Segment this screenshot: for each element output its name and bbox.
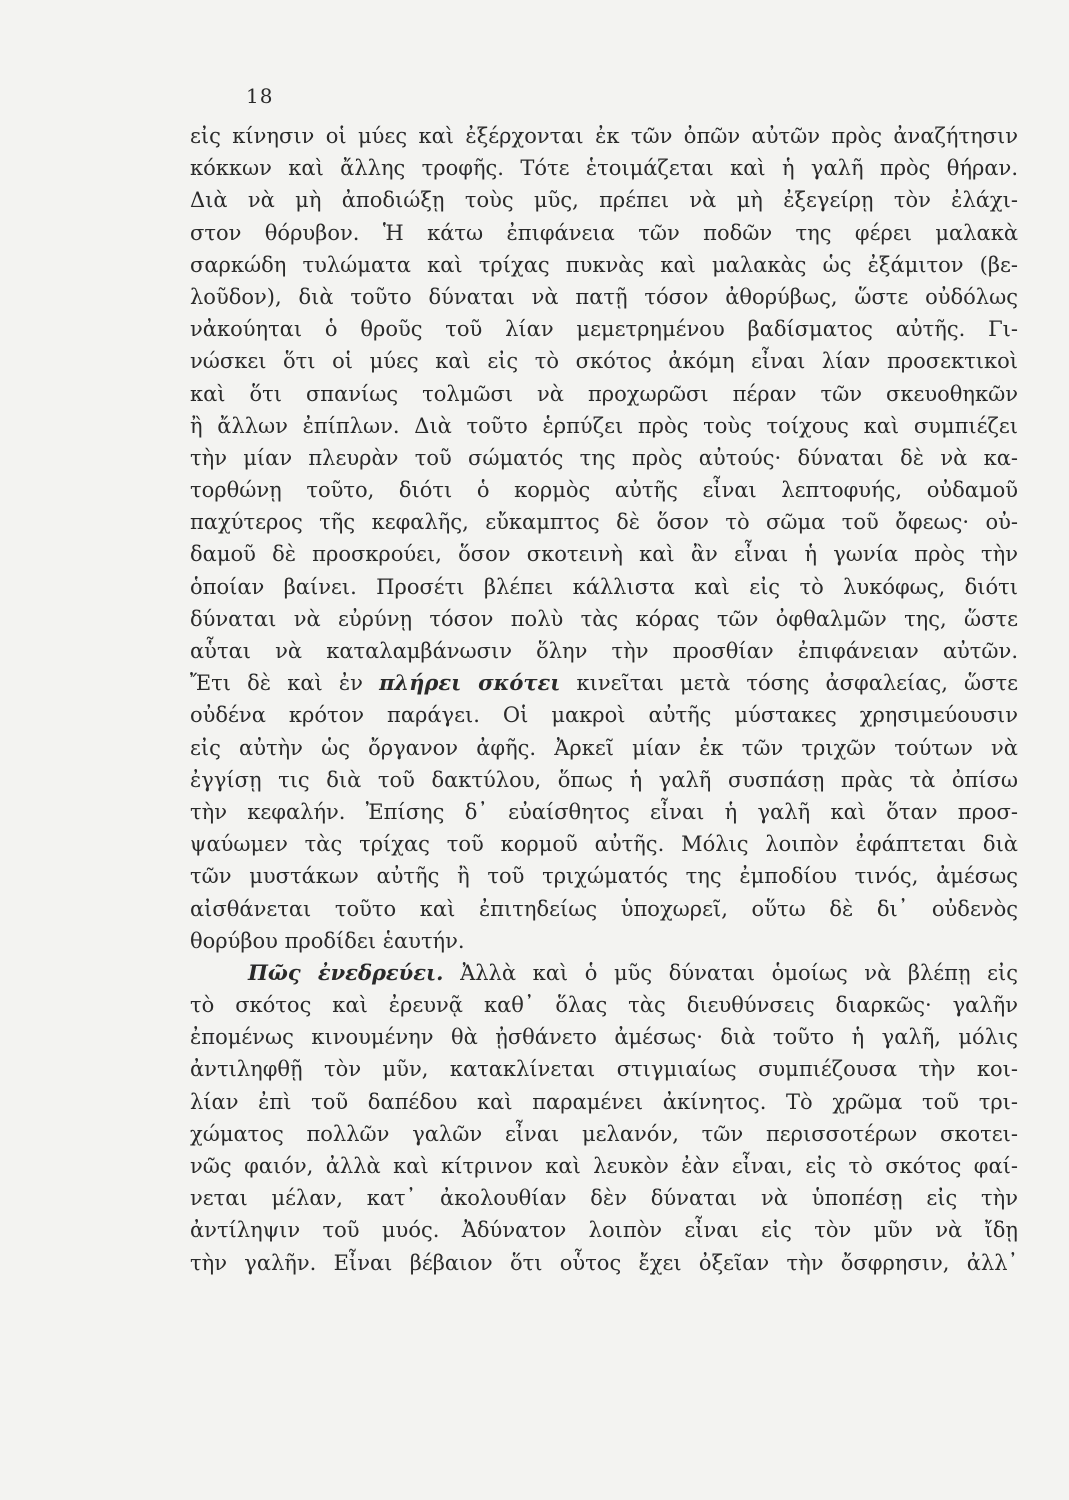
text-line: τὴν γαλῆν. Εἶναι βέβαιον ὅτι οὗτος ἔχει ὀξεῖαν τὴν ὄσφρησιν, ἀλλ᾿ [190,1250,1018,1275]
text-line: εἰς κίνησιν οἱ μύες καὶ ἐξέρχονται ἐκ τῶν ὀπῶν αὐτῶν πρὸς ἀναζήτησιν [190,124,1018,148]
text-line: καὶ ὅτι σπανίως τολμῶσι νὰ προχωρῶσι πέραν τῶν σκευοθηκῶν [190,381,1018,406]
text-line: ἀντιληφθῇ τὸν μῦν, κατακλίνεται στιγμιαίως συμπιέζουσα τὴν κοι- [190,1057,1018,1082]
text-line-emphasis [190,667,1018,699]
text-line: νώσκει ὅτι οἱ μύες καὶ εἰς τὸ σκότος ἀκόμη εἶναι λίαν προσεκτικοὶ [190,349,1018,374]
text-line: τῶν μυστάκων αὐτῆς ἢ τοῦ τριχώματός της ἐμποδίου τινός, ἀμέσως [190,864,1018,889]
text-line: τὸ σκότος καὶ ἐρευνᾷ καθ᾿ ὅλας τὰς διευθύνσεις διαρκῶς· γαλῆν [190,993,1018,1018]
text-line: σαρκώδη τυλώματα καὶ τρίχας πυκνὰς καὶ μαλακὰς ὡς ἐξάμιτον (βε- [190,252,1018,277]
page-number: 18 [246,84,274,108]
text-line: οὐδένα κρότον παράγει. Οἱ μακροὶ αὐτῆς μύστακες χρησιμεύουσιν [190,703,1018,728]
text-line: τὴν κεφαλήν. Ἐπίσης δ᾿ εὐαίσθητος εἶναι ἡ γαλῆ καὶ ὅταν προσ- [190,799,1018,824]
text-line: αὗται νὰ καταλαμβάνωσιν ὅλην τὴν προσθίαν ἐπιφάνειαν αὐτῶν. [190,639,1018,663]
text-line: δαμοῦ δὲ προσκρούει, ὅσον σκοτεινὴ καὶ ἂν εἶναι ἡ γωνία πρὸς τὴν [190,542,1018,567]
text-line: παχύτερος τῆς κεφαλῆς, εὔκαμπτος δὲ ὅσον τὸ σῶμα τοῦ ὄφεως· οὐ- [190,510,1018,535]
text-line: θορύβου προδίδει ἑαυτήν. [190,928,465,953]
emphasis-phrase: πλήρει σκότει [379,670,561,696]
text-line: ἢ ἄλλων ἐπίπλων. Διὰ τοῦτο ἑρπύζει πρὸς τοὺς τοίχους καὶ συμπιέζει [190,413,1018,438]
text-line: ἀντίληψιν τοῦ μυός. Ἀδύνατον λοιπὸν εἶναι εἰς τὸν μῦν νὰ ἴδῃ [190,1218,1018,1243]
text-segment: Ἀλλὰ καὶ ὁ μῦς δύναται ὁμοίως νὰ βλέπῃ εἰς [443,960,1018,985]
text-line: λίαν ἐπὶ τοῦ δαπέδου καὶ παραμένει ἀκίνητος. Τὸ χρῶμα τοῦ τρι- [190,1089,1018,1114]
text-line: κόκκων καὶ ἄλλης τροφῆς. Τότε ἑτοιμάζεται καὶ ἡ γαλῆ πρὸς θήραν. [190,156,1018,181]
text-line: εἰς αὐτὴν ὡς ὄργανον ἀφῆς. Ἀρκεῖ μίαν ἐκ τῶν τριχῶν τούτων νὰ [190,735,1018,760]
text-line: αἰσθάνεται τοῦτο καὶ ἐπιτηδείως ὑποχωρεῖ, οὕτω δὲ δι᾿ οὐδενὸς [190,896,1018,921]
text-segment: Ἔτι δὲ καὶ ἐν [190,671,380,696]
text-line: νἀκούηται ὁ θροῦς τοῦ λίαν μεμετρημένου βαδίσματος αὐτῆς. Γι- [190,317,1018,342]
text-line: νεται μέλαν, κατ᾿ ἀκολουθίαν δὲν δύναται νὰ ὑποπέσῃ εἰς τὴν [190,1186,1018,1211]
text-line: ὁποίαν βαίνει. Προσέτι βλέπει κάλλιστα καὶ εἰς τὸ λυκόφως, διότι [190,574,1018,599]
text-line: χώματος πολλῶν γαλῶν εἶναι μελανόν, τῶν περισσοτέρων σκοτει- [190,1121,1018,1146]
text-line: τορθώνῃ τοῦτο, διότι ὁ κορμὸς αὐτῆς εἶναι λεπτοφυής, οὐδαμοῦ [190,478,1018,503]
text-line: τὴν μίαν πλευρὰν τοῦ σώματός της πρὸς αὐτούς· δύναται δὲ νὰ κα- [190,445,1018,470]
body-text [190,120,1018,1279]
text-line: νῶς φαιόν, ἀλλὰ καὶ κίτρινον καὶ λευκὸν ἐὰν εἶναι, εἰς τὸ σκότος φαί- [190,1154,1018,1178]
text-line: ἐπομένως κινουμένην θὰ ᾐσθάνετο ἀμέσως· διὰ τοῦτο ἡ γαλῆ, μόλις [190,1025,1018,1050]
section-first-line [190,957,1018,989]
text-segment: κινεῖται μετὰ τόσης ἀσφαλείας, ὥστε [560,671,1019,696]
text-line: ψαύωμεν τὰς τρίχας τοῦ κορμοῦ αὐτῆς. Μόλις λοιπὸν ἐφάπτεται διὰ [190,832,1018,857]
text-line: δύναται νὰ εὐρύνῃ τόσον πολὺ τὰς κόρας τῶν ὀφθαλμῶν της, ὥστε [190,606,1018,631]
section-heading: Πῶς ἐνεδρεύει. [248,959,444,985]
text-line: ἐγγίσῃ τις διὰ τοῦ δακτύλου, ὅπως ἡ γαλῆ συσπάσῃ πρὰς τὰ ὀπίσω [190,767,1018,792]
text-line: στον θόρυβον. Ἡ κάτω ἐπιφάνεια τῶν ποδῶν της φέρει μαλακὰ [190,220,1018,245]
text-line: Διὰ νὰ μὴ ἀποδιώξῃ τοὺς μῦς, πρέπει νὰ μὴ ἐξεγείρῃ τὸν ἐλάχι- [190,188,1018,213]
text-line: λοῦδον), διὰ τοῦτο δύναται νὰ πατῇ τόσον ἀθορύβως, ὥστε οὐδόλως [190,284,1018,309]
